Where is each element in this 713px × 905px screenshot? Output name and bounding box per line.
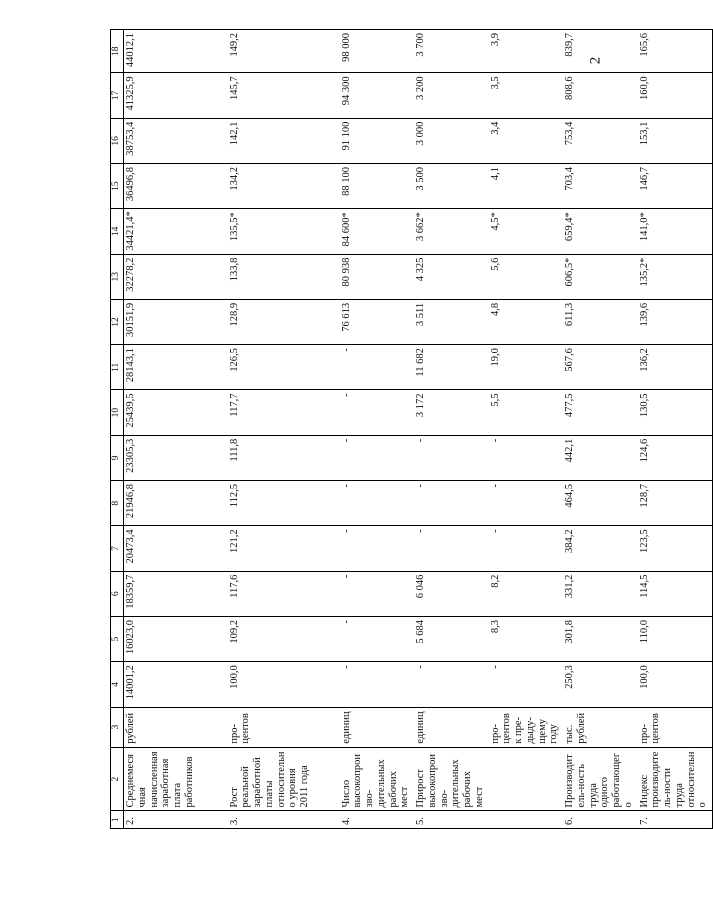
page-number: 2 — [587, 56, 604, 65]
value-cell: 4 325 — [414, 254, 489, 299]
value-cell: 136,2 — [638, 345, 713, 390]
value-cell: 3 662* — [414, 209, 489, 254]
column-number: 8 — [111, 481, 124, 526]
table-row — [414, 30, 489, 829]
value-cell: 3,4 — [489, 118, 564, 163]
indicator-name — [489, 747, 564, 811]
value-cell: 606,5* — [563, 254, 638, 299]
indicators-table — [110, 29, 713, 829]
table-row — [489, 30, 564, 829]
value-cell: 5,6 — [489, 254, 564, 299]
unit-cell: рублей — [124, 707, 228, 747]
column-number: 12 — [111, 299, 124, 344]
value-cell: 839,7 — [563, 30, 638, 73]
row-number — [489, 811, 564, 829]
column-number: 5 — [111, 616, 124, 661]
value-cell: 135,2* — [638, 254, 713, 299]
value-cell: 477,5 — [563, 390, 638, 435]
value-cell: 36496,8 — [124, 163, 228, 208]
value-cell: - — [340, 345, 415, 390]
value-cell: 3 500 — [414, 163, 489, 208]
column-number: 4 — [111, 662, 124, 707]
value-cell: 464,5 — [563, 481, 638, 526]
column-number: 16 — [111, 118, 124, 163]
column-number: 11 — [111, 345, 124, 390]
value-cell: 145,7 — [228, 73, 340, 118]
value-cell: 703,4 — [563, 163, 638, 208]
value-cell: - — [414, 662, 489, 707]
column-number: 2 — [111, 747, 124, 811]
value-cell: 88 100 — [340, 163, 415, 208]
value-cell: 117,7 — [228, 390, 340, 435]
column-number: 1 — [111, 811, 124, 829]
value-cell: 384,2 — [563, 526, 638, 571]
value-cell: 5,5 — [489, 390, 564, 435]
unit-cell: про-центов — [228, 707, 340, 747]
row-number: 3. — [228, 811, 340, 829]
value-cell: 659,4* — [563, 209, 638, 254]
column-number: 6 — [111, 571, 124, 616]
value-cell: 6 046 — [414, 571, 489, 616]
value-cell: 38753,4 — [124, 118, 228, 163]
value-cell: 111,8 — [228, 435, 340, 480]
value-cell: 3 172 — [414, 390, 489, 435]
value-cell: 153,1 — [638, 118, 713, 163]
value-cell: 41325,9 — [124, 73, 228, 118]
table-body — [111, 30, 713, 829]
value-cell: 331,2 — [563, 571, 638, 616]
value-cell: 3 511 — [414, 299, 489, 344]
value-cell: 34421,4* — [124, 209, 228, 254]
table-row — [228, 30, 340, 829]
indicator-name: Прирост высокопроизво-дительных рабочих мест — [414, 747, 489, 811]
column-number-row — [111, 30, 124, 829]
column-number: 17 — [111, 73, 124, 118]
value-cell: - — [340, 481, 415, 526]
row-number: 2. — [124, 811, 228, 829]
unit-cell: про-центов к пре-дыду-щему году — [489, 707, 564, 747]
value-cell: - — [340, 571, 415, 616]
value-cell: 44012,1 — [124, 30, 228, 73]
value-cell: 91 100 — [340, 118, 415, 163]
value-cell: 4,5* — [489, 209, 564, 254]
value-cell: 3 000 — [414, 118, 489, 163]
value-cell: 134,2 — [228, 163, 340, 208]
unit-cell: тыс. рублей — [563, 707, 638, 747]
value-cell: 11 682 — [414, 345, 489, 390]
value-cell: 142,1 — [228, 118, 340, 163]
value-cell: 18359,7 — [124, 571, 228, 616]
column-number: 14 — [111, 209, 124, 254]
indicator-name: Индекс производитель-ности труда относительно — [638, 747, 713, 811]
value-cell: - — [340, 390, 415, 435]
row-number: 4. — [340, 811, 415, 829]
value-cell: 139,6 — [638, 299, 713, 344]
column-number: 3 — [111, 707, 124, 747]
value-cell: 25439,5 — [124, 390, 228, 435]
column-number: 9 — [111, 435, 124, 480]
value-cell: 4,1 — [489, 163, 564, 208]
value-cell: 753,4 — [563, 118, 638, 163]
value-cell: 128,7 — [638, 481, 713, 526]
indicator-name: Среднемесячная начисленная заработная плата работников — [124, 747, 228, 811]
row-number: 6. — [563, 811, 638, 829]
value-cell: 100,0 — [638, 662, 713, 707]
value-cell: 8,3 — [489, 616, 564, 661]
column-number: 15 — [111, 163, 124, 208]
indicator-name: Число высокопроизво-дительных рабочих мест — [340, 747, 415, 811]
value-cell: 301,8 — [563, 616, 638, 661]
value-cell: 133,8 — [228, 254, 340, 299]
value-cell: 3,5 — [489, 73, 564, 118]
table-row — [563, 30, 638, 829]
value-cell: 16023,0 — [124, 616, 228, 661]
value-cell: 160,0 — [638, 73, 713, 118]
value-cell: - — [414, 435, 489, 480]
value-cell: 21946,8 — [124, 481, 228, 526]
value-cell: 19,0 — [489, 345, 564, 390]
column-number: 10 — [111, 390, 124, 435]
unit-cell: единиц — [414, 707, 489, 747]
table-row — [340, 30, 415, 829]
value-cell: 128,9 — [228, 299, 340, 344]
value-cell: 442,1 — [563, 435, 638, 480]
column-number: 13 — [111, 254, 124, 299]
value-cell: 84 600* — [340, 209, 415, 254]
value-cell: - — [414, 481, 489, 526]
value-cell: 100,0 — [228, 662, 340, 707]
value-cell: 8,2 — [489, 571, 564, 616]
value-cell: - — [340, 526, 415, 571]
value-cell: - — [414, 526, 489, 571]
value-cell: 14001,2 — [124, 662, 228, 707]
value-cell: 20473,4 — [124, 526, 228, 571]
value-cell: 110,0 — [638, 616, 713, 661]
value-cell: 98 000 — [340, 30, 415, 73]
indicator-name: Рост реальной заработной платы относительно уровня 2011 года — [228, 747, 340, 811]
value-cell: 76 613 — [340, 299, 415, 344]
value-cell: 4,8 — [489, 299, 564, 344]
column-number: 18 — [111, 30, 124, 73]
value-cell: 123,5 — [638, 526, 713, 571]
row-number: 5. — [414, 811, 489, 829]
rotated-page-content — [110, 29, 709, 829]
value-cell: - — [489, 481, 564, 526]
value-cell: 130,5 — [638, 390, 713, 435]
value-cell: 94 300 — [340, 73, 415, 118]
value-cell: 121,2 — [228, 526, 340, 571]
value-cell: 808,6 — [563, 73, 638, 118]
value-cell: - — [489, 435, 564, 480]
column-number: 7 — [111, 526, 124, 571]
table-row — [124, 30, 228, 829]
value-cell: 250,3 — [563, 662, 638, 707]
value-cell: - — [340, 616, 415, 661]
value-cell: 567,6 — [563, 345, 638, 390]
value-cell: 141,0* — [638, 209, 713, 254]
value-cell: 3 700 — [414, 30, 489, 73]
table-row — [638, 30, 713, 829]
unit-cell: единиц — [340, 707, 415, 747]
value-cell: - — [340, 435, 415, 480]
row-number: 7. — [638, 811, 713, 829]
value-cell: 114,5 — [638, 571, 713, 616]
value-cell: 3 200 — [414, 73, 489, 118]
value-cell: 135,5* — [228, 209, 340, 254]
value-cell: 30151,9 — [124, 299, 228, 344]
value-cell: 126,5 — [228, 345, 340, 390]
value-cell: - — [340, 662, 415, 707]
value-cell: - — [489, 662, 564, 707]
value-cell: 23305,3 — [124, 435, 228, 480]
unit-cell: про-центов — [638, 707, 713, 747]
value-cell: 146,7 — [638, 163, 713, 208]
value-cell: 109,2 — [228, 616, 340, 661]
value-cell: 611,3 — [563, 299, 638, 344]
value-cell: 117,6 — [228, 571, 340, 616]
value-cell: 28143,1 — [124, 345, 228, 390]
value-cell: 112,5 — [228, 481, 340, 526]
value-cell: 80 938 — [340, 254, 415, 299]
value-cell: 165,6 — [638, 30, 713, 73]
value-cell: 5 684 — [414, 616, 489, 661]
value-cell: 3,9 — [489, 30, 564, 73]
value-cell: 149,2 — [228, 30, 340, 73]
indicator-name: Производитель-ность труда одного работающего — [563, 747, 638, 811]
value-cell: - — [489, 526, 564, 571]
value-cell: 124,6 — [638, 435, 713, 480]
value-cell: 32278,2 — [124, 254, 228, 299]
